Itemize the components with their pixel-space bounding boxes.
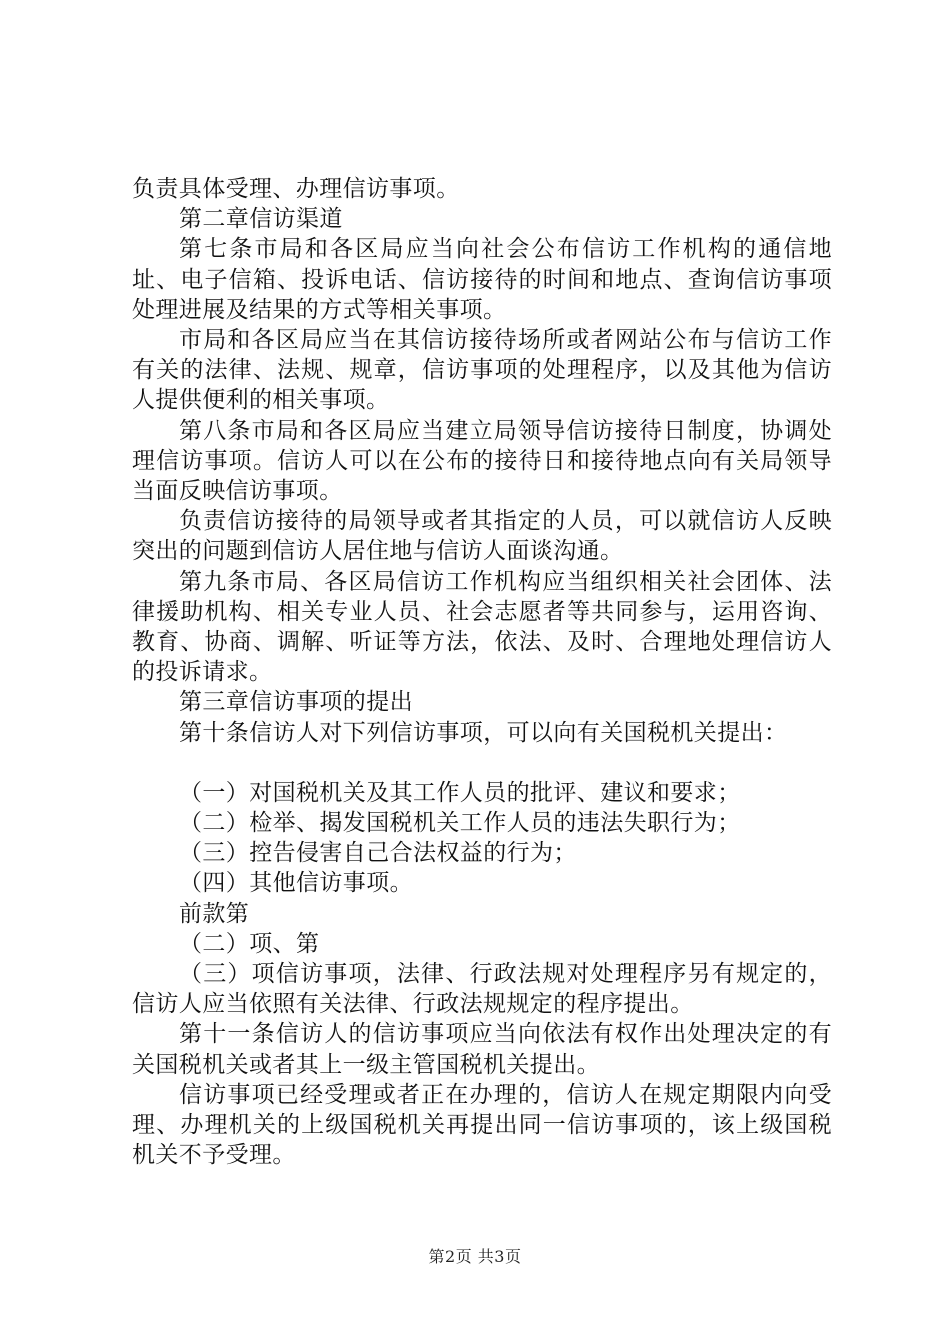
- list-item-2: （二）检举、揭发国税机关工作人员的违法失职行为；: [179, 810, 741, 837]
- article-10: 第十条信访人对下列信访事项，可以向有关国税机关提出：: [179, 719, 788, 746]
- article-10-para-2-part-1: 前款第: [179, 900, 250, 927]
- chapter-3-heading: 第三章信访事项的提出: [179, 689, 413, 716]
- article-11: 第十一条信访人的信访事项应当向依法有权作出处理决定的有关国税机关或者其上一级主管国税机关提出。: [132, 1021, 832, 1078]
- list-item-1: （一）对国税机关及其工作人员的批评、建议和要求；: [179, 779, 741, 806]
- document-body: [132, 174, 832, 1171]
- article-7: 第七条市局和各区局应当向社会公布信访工作机构的通信地址、电子信箱、投诉电话、信访接待的时间和地点、查询信访事项处理进展及结果的方式等相关事项。: [132, 236, 832, 323]
- article-11-para-2: 信访事项已经受理或者正在办理的，信访人在规定期限内向受理、办理机关的上级国税机关再提出同一信访事项的，该上级国税机关不予受理。: [132, 1081, 832, 1169]
- list-item-3: （三）控告侵害自己合法权益的行为；: [179, 840, 577, 867]
- article-8: 第八条市局和各区局应当建立局领导信访接待日制度，协调处理信访事项。信访人可以在公布的接待日和接待地点向有关局领导当面反映信访事项。: [132, 417, 832, 505]
- article-9: 第九条市局、各区局信访工作机构应当组织相关社会团体、法律援助机构、相关专业人员、社会志愿者等共同参与，运用咨询、教育、协商、调解、听证等方法，依法、及时、合理地处理信访人的投诉请求。: [132, 568, 832, 686]
- article-7-para-2: 市局和各区局应当在其信访接待场所或者网站公布与信访工作有关的法律、法规、规章，信访事项的处理程序，以及其他为信访人提供便利的相关事项。: [132, 327, 832, 414]
- list-item-4: （四）其他信访事项。: [179, 870, 413, 897]
- paragraph-1: 负责具体受理、办理信访事项。: [132, 176, 460, 202]
- article-10-para-2-part-3: （三）项信访事项，法律、行政法规对处理程序另有规定的，信访人应当依照有关法律、行政法规规定的程序提出。: [132, 961, 832, 1018]
- chapter-2-heading: 第二章信访渠道: [179, 206, 343, 233]
- page-number-footer: 第2页 共3页: [428, 1247, 522, 1266]
- article-10-para-2-part-2: （二）项、第: [179, 930, 320, 957]
- blank-line: [132, 748, 832, 778]
- article-8-para-2: 负责信访接待的局领导或者其指定的人员，可以就信访人反映突出的问题到信访人居住地与信访人面谈沟通。: [132, 508, 832, 565]
